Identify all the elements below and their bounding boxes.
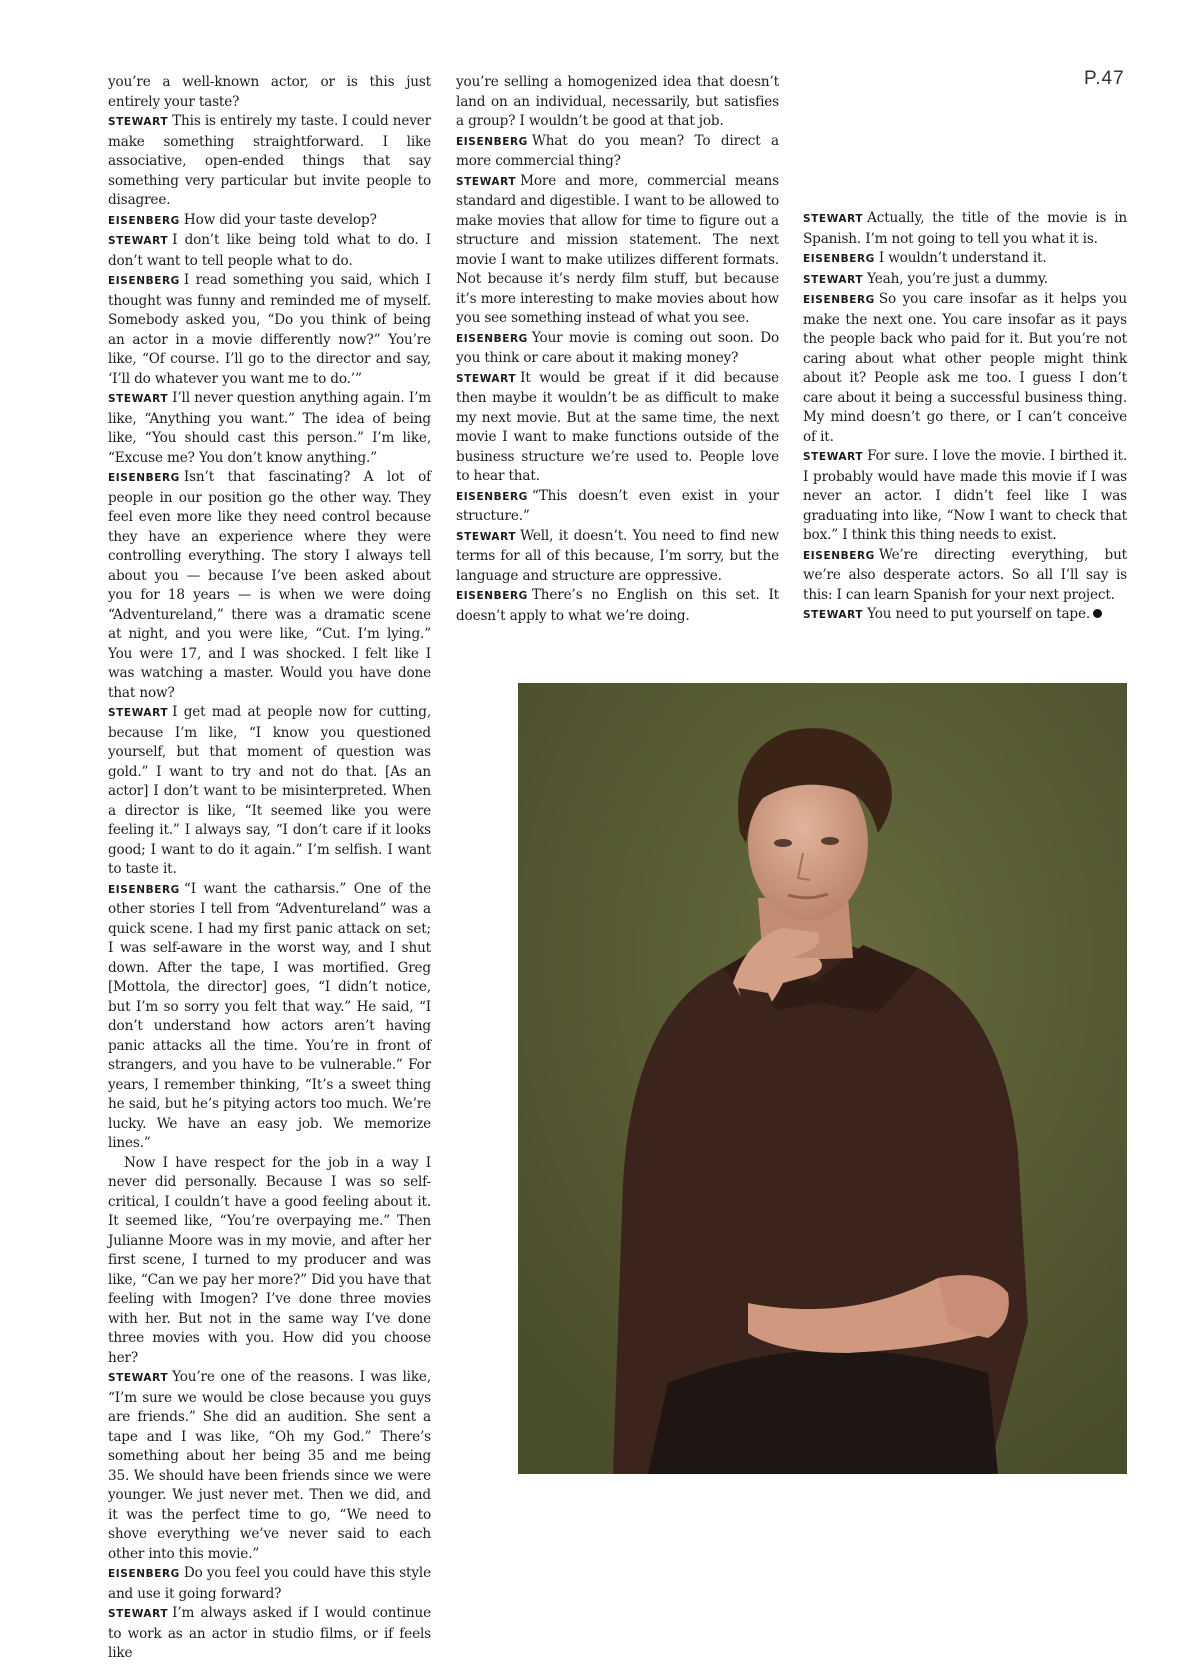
speaker-label: STEWART <box>803 213 864 225</box>
dialogue-paragraph <box>803 270 1127 291</box>
dialogue-paragraph <box>108 1604 431 1664</box>
dialogue-text: More and more, commercial means standard and digestible. I want to be allowed to make movies that allow for time to figure out a structure and mission statement. The next movie I want to make utilizes different formats. Not because it’s nerdy film stuff, but because it’s more interesting to make movies about how you see something instead of what you see. <box>456 172 779 326</box>
dialogue-paragraph <box>456 172 779 329</box>
dialogue-paragraph <box>108 231 431 271</box>
dialogue-text: How did your taste develop? <box>183 211 377 228</box>
dialogue-text: you’re a well-known actor, or is this just entirely your taste? <box>108 74 431 110</box>
dialogue-text: “This doesn’t even exist in your structure.” <box>456 487 779 524</box>
dialogue-text: I don’t like being told what to do. I don’t want to tell people what to do. <box>108 232 431 269</box>
dialogue-paragraph <box>456 527 779 587</box>
dialogue-paragraph <box>803 546 1127 606</box>
dialogue-paragraph <box>803 290 1127 447</box>
article-column-1 <box>108 73 431 1664</box>
dialogue-paragraph <box>456 487 779 527</box>
dialogue-paragraph <box>108 468 431 703</box>
dialogue-paragraph <box>108 1368 431 1564</box>
left-eye <box>774 839 792 847</box>
portrait-photo <box>518 683 1127 1474</box>
dialogue-text: I’ll never question anything again. I’m like, “Anything you want.” The idea of being like, “You should cast this person.” I’m like, “Excuse me? You don’t know anything.” <box>108 390 431 466</box>
dialogue-paragraph <box>108 112 431 211</box>
speaker-label: EISENBERG <box>456 135 528 148</box>
speaker-label: EISENBERG <box>456 590 528 602</box>
dialogue-text: I read something you said, which I thought was funny and reminded me of myself. Somebody asked you, “Do you think of being an actor in a movie differently now?” You’re like, “Of course. I’ll go to the director and say, ‘I’ll do whatever you want me to do.’” <box>108 272 431 387</box>
portrait-illustration <box>518 683 1127 1474</box>
dialogue-paragraph <box>108 211 431 232</box>
dialogue-paragraph <box>803 249 1127 270</box>
speaker-label: STEWART <box>456 372 517 385</box>
dialogue-paragraph <box>108 880 431 1154</box>
speaker-label: STEWART <box>108 1372 169 1384</box>
dialogue-text: Your movie is coming out soon. Do you think or care about it making money? <box>456 329 779 366</box>
dialogue-paragraph <box>803 209 1127 249</box>
speaker-label: STEWART <box>803 451 864 463</box>
speaker-label: STEWART <box>108 707 169 719</box>
speaker-label: STEWART <box>456 530 517 543</box>
speaker-label: STEWART <box>803 273 864 286</box>
dialogue-paragraph <box>108 1564 431 1604</box>
dialogue-text: I’m always asked if I would continue to work as an actor in studio films, or if feels like <box>108 1605 431 1661</box>
speaker-label: EISENBERG <box>108 1568 180 1580</box>
page-number: P.47 <box>1084 68 1125 89</box>
dialogue-text: Isn’t that fascinating? A lot of people in our position go the other way. They feel even more like they need control because they have an experience where they were controlling everything. The story I always tell about you — because I’ve been asked about you for 18 years — is when we were doing “Adventureland,” there was a dramatic scene at night, and you were like, “Cut. I’m lying.” You were 17, and I was shocked. I felt like I was watching a master. Would you have done that now? <box>108 469 431 701</box>
dialogue-paragraph <box>803 447 1127 546</box>
dialogue-paragraph <box>456 369 779 487</box>
dialogue-text: For sure. I love the movie. I birthed it. I probably would have made this movie if I was never an actor. I didn’t feel like I was graduating into like, “Now I want to check that box.” I think this thing needs to exist. <box>803 448 1127 543</box>
speaker-label: EISENBERG <box>108 275 180 287</box>
dialogue-text: What do you mean? To direct a more commercial thing? <box>456 132 779 169</box>
dialogue-text: Do you feel you could have this style and use it going forward? <box>108 1565 431 1602</box>
speaker-label: EISENBERG <box>108 883 180 896</box>
dialogue-paragraph <box>456 132 779 172</box>
dialogue-text: Yeah, you’re just a dummy. <box>867 270 1048 287</box>
dialogue-paragraph <box>803 605 1127 626</box>
dialogue-text: It would be great if it did because then maybe it wouldn’t be as difficult to make my next movie. But at the same time, the next movie I want to make functions outside of the business structure we’re used to. People love to hear that. <box>456 369 779 484</box>
speaker-label: STEWART <box>108 1608 169 1620</box>
dialogue-text: We’re directing everything, but we’re also desperate actors. So all I’ll say is this: I can learn Spanish for your next project. <box>803 546 1127 603</box>
dialogue-text: You need to put yourself on tape. <box>867 606 1091 622</box>
speaker-label: STEWART <box>456 175 517 188</box>
dialogue-text: Well, it doesn’t. You need to find new terms for all of this because, I’m sorry, but the language and structure are oppressive. <box>456 527 779 584</box>
end-of-article-mark <box>1093 609 1102 618</box>
dialogue-text: Actually, the title of the movie is in Spanish. I’m not going to tell you what it is. <box>803 210 1127 247</box>
dialogue-text: “I want the catharsis.” One of the other stories I tell from “Adventureland” was a quick scene. I had my first panic attack on set; I was self-aware in the worst way, and I shut down. After the tape, I was mortified. Greg [Mottola, the director] goes, “I didn’t notice, but I’m so sorry you felt that way.” He said, “I don’t understand how actors aren’t having panic attacks all the time. You’re in front of strangers, and you have to be vulnerable.” For years, I remember thinking, “It’s a sweet thing he said, but he’s pitying actors too much. We’re lucky. We have an easy job. We memorize lines.” <box>108 880 431 1151</box>
dialogue-text: Now I have respect for the job in a way I never did personally. Because I was so self-critical, I couldn’t have a good feeling about it. It seemed like, “You’re overpaying me.” Then Julianne Moore was in my movie, and after her first scene, I turned to my producer and was like, “Can we pay her more?” Did you have that feeling with Imogen? I’ve done three movies with her. But not in the same way I’ve done three movies with you. How did you choose her? <box>108 1154 431 1366</box>
dialogue-text: You’re one of the reasons. I was like, “I’m sure we would be close because you guys are friends.” She did an audition. She sent a tape and I was like, “Oh my God.” There’s something about her being 35 and me being 35. We should have been friends since we were younger. We just never met. Then we did, and it was the perfect time to go, “We need to shove everything we’ve never said to each other into this movie.” <box>108 1369 431 1562</box>
dialogue-paragraph <box>108 73 431 112</box>
speaker-label: EISENBERG <box>456 332 528 345</box>
speaker-label: EISENBERG <box>803 294 875 306</box>
speaker-label: EISENBERG <box>803 549 875 562</box>
speaker-label: STEWART <box>803 609 864 621</box>
dialogue-text: I wouldn’t understand it. <box>878 250 1047 266</box>
dialogue-paragraph <box>108 389 431 468</box>
dialogue-paragraph <box>456 73 779 132</box>
dialogue-paragraph <box>456 586 779 626</box>
dialogue-text: you’re selling a homogenized idea that doesn’t land on an individual, necessarily, but satisfies a group? I wouldn’t be good at that job. <box>456 74 779 129</box>
dialogue-paragraph <box>108 271 431 389</box>
dialogue-paragraph <box>456 329 779 369</box>
dialogue-paragraph <box>108 1154 431 1369</box>
speaker-label: EISENBERG <box>456 490 528 503</box>
dialogue-text: So you care insofar as it helps you make the next one. You care insofar as it pays the people back who paid for it. But you’re not caring about what other people might think about it? People ask me too. I guess I don’t care about it being a successful business thing. My mind doesn’t go there, or I can’t conceive of it. <box>803 291 1127 445</box>
dialogue-text: This is entirely my taste. I could never make something straightforward. I like associative, open-ended things that say something very particular but invite people to disagree. <box>108 113 431 208</box>
article-column-2 <box>456 73 779 626</box>
speaker-label: EISENBERG <box>803 253 875 265</box>
speaker-label: STEWART <box>108 235 169 247</box>
speaker-label: EISENBERG <box>108 472 180 484</box>
dialogue-paragraph <box>108 703 431 880</box>
dialogue-text: I get mad at people now for cutting, because I’m like, “I know you questioned yourself, but that moment of question was gold.” I want to try and not do that. [As an actor] I don’t want to be misinterpreted. When a director is like, “It seemed like you were feeling it.” I always say, “I don’t care if it looks good; I want to do it again.” I’m selfish. I want to taste it. <box>108 704 431 877</box>
dialogue-text: There’s no English on this set. It doesn’t apply to what we’re doing. <box>456 587 779 624</box>
right-eye <box>821 837 839 845</box>
speaker-label: STEWART <box>108 116 169 128</box>
speaker-label: STEWART <box>108 393 169 405</box>
speaker-label: EISENBERG <box>108 214 180 227</box>
article-column-3 <box>803 209 1127 626</box>
